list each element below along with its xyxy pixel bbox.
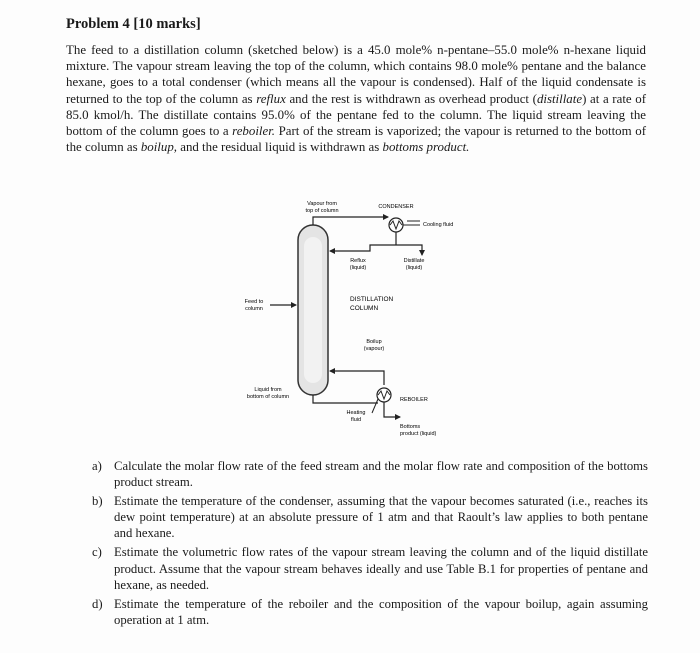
intro-text-2: and the rest is withdrawn as overhead product ( [285, 91, 537, 106]
boilup-term: boilup, [140, 140, 177, 155]
question-a [92, 458, 648, 490]
question-b-text: Estimate the temperature of the condenser, assuming that the vapour becomes saturated (i.e., reaches its dew point temperature) at an absolute pressure of 1 atm and that Raoult’s law applies to both pentane and hexane. [114, 494, 648, 541]
reflux-label-1: Reflux [350, 258, 366, 264]
distillate-label-1: Distillate [403, 258, 425, 264]
intro-text-3: ) at a rate of 85.0 kmol/h. The distillate contains 95.0% of the pentane fed to the column. The liquid stream leaving the bottom of the column goes to a [66, 91, 646, 139]
bottom-liquid-label-2: bottom of column [246, 394, 290, 400]
distillate-term: distillate [536, 91, 583, 106]
question-c-text: Estimate the volumetric flow rates of the vapour stream leaving the column and of the liquid distillate product. Assume that the vapour stream behaves ideally and use Table B.1 for properties of pentane and hexane, as needed. [114, 545, 648, 592]
reflux-term: reflux [256, 91, 286, 106]
bottoms-term: bottoms product. [382, 140, 470, 155]
distillate-label-2: (liquid) [405, 265, 423, 271]
question-d [92, 596, 648, 628]
question-b-label: b) [92, 494, 103, 509]
reflux-line [330, 245, 396, 251]
vapour-top-label-2: top of column [305, 208, 339, 214]
bottom-liquid-line [313, 395, 378, 403]
question-d-label: d) [92, 596, 103, 611]
problem-statement [66, 42, 646, 155]
question-a-text: Calculate the molar flow rate of the feed stream and the molar flow rate and composition of the bottoms product stream. [114, 459, 648, 490]
column-label-1: DISTILLATION [350, 296, 394, 303]
vapour-top-label-1: Vapour from [307, 201, 337, 207]
question-d-text: Estimate the temperature of the reboiler and the composition of the vapour boilup, again assuming operation at 1 atm. [114, 596, 648, 627]
column-inner-highlight [304, 237, 322, 383]
reflux-label-2: (liquid) [349, 265, 367, 271]
intro-text-1: The feed to a distillation column (sketched below) is a 45.0 mole% n-pentane–55.0 mole% n-hexane liquid mixture. The vapour stream leaving the top of the column, which contains 98.0 mole% pentane and the balance hexane, goes to a total condenser (which means all the vapour is condensed). Half of the liquid condensate is returned to the top of the column as [66, 43, 646, 106]
bottoms-label-2: product (liquid) [400, 431, 437, 437]
problem-title: Problem 4 [10 marks] [66, 16, 201, 32]
reboiler-term: reboiler. [232, 124, 276, 139]
boilup-label-1: Boilup [366, 339, 382, 345]
condenser-label: CONDENSER [378, 204, 414, 210]
heating-label-2: fluid [350, 417, 362, 423]
bottoms-label-1: Bottoms [400, 424, 421, 430]
question-c-label: c) [92, 545, 102, 560]
boilup-line [330, 371, 384, 385]
cooling-fluid-label: Cooling fluid [423, 222, 454, 228]
question-b [92, 493, 648, 541]
question-a-label: a) [92, 459, 102, 473]
intro-text-4: Part of the stream is vaporized; the vapour is returned to the bottom of the column as [66, 124, 646, 155]
bottoms-product-line [384, 402, 400, 417]
heating-label-1: Heating [346, 410, 366, 416]
cooling-fluid-line [403, 221, 420, 225]
column-label-2: COLUMN [350, 305, 379, 312]
question-c [92, 544, 648, 592]
vapour-top-line [313, 217, 388, 225]
heating-fluid-line [372, 399, 378, 413]
boilup-label-2: (vapour) [363, 346, 385, 352]
distillation-diagram [222, 195, 482, 450]
question-list [92, 458, 648, 631]
distillate-line [396, 245, 422, 255]
bottom-liquid-label-1: Liquid from [254, 387, 282, 393]
reboiler-label: REBOILER [400, 397, 428, 403]
feed-label-2: column [245, 306, 263, 312]
feed-label-1: Feed to [244, 299, 264, 305]
intro-text-5: and the residual liquid is withdrawn as [177, 140, 383, 155]
